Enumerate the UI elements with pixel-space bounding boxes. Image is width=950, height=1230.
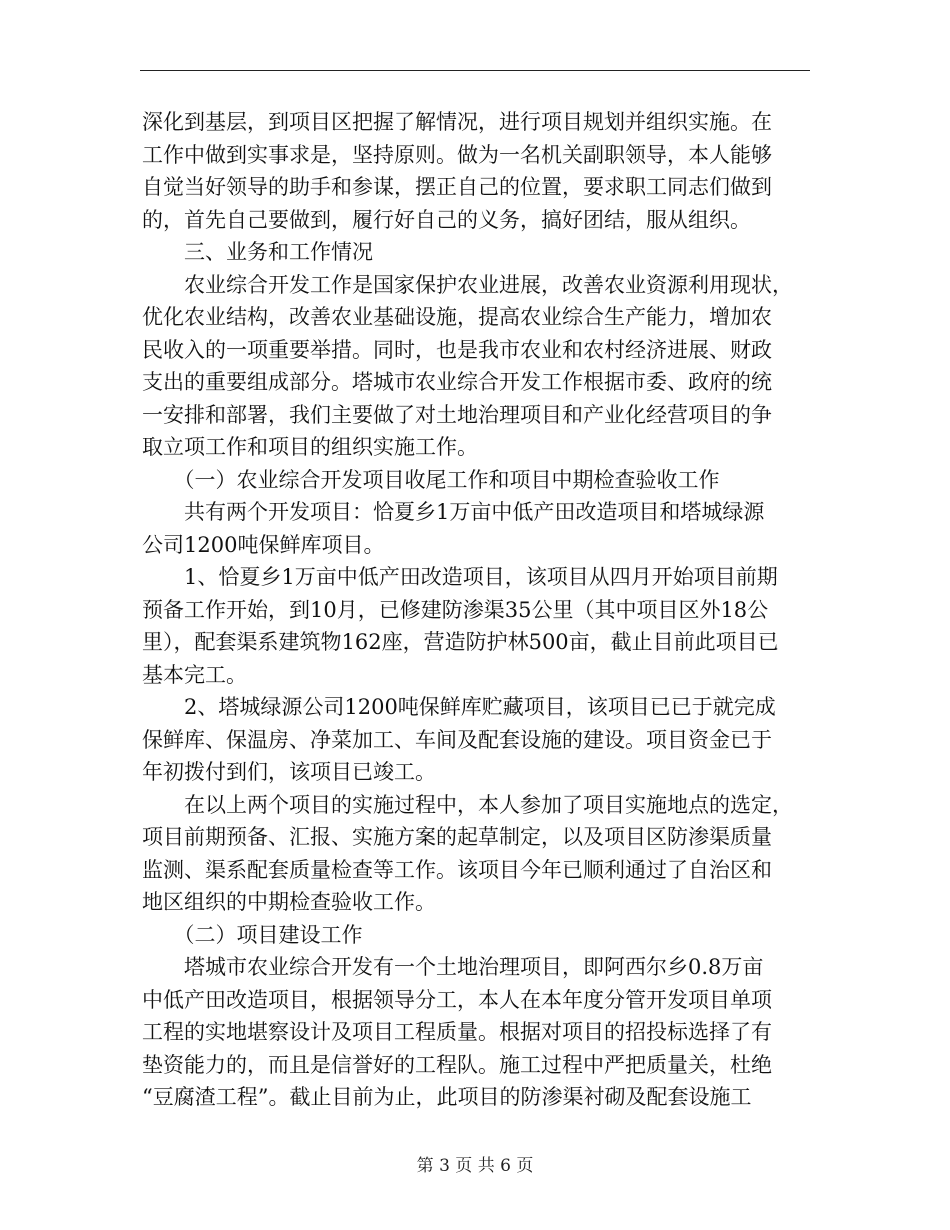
text-line: 公司1200吨保鲜库项目。 [142,532,385,557]
text-line: 共有两个开发项目：恰夏乡1万亩中低产田改造项目和塔城绿源 [142,500,765,524]
text-line: 中低产田改造项目，根据领导分工，本人在本年度分管开发项目单项 [142,987,772,1012]
section-heading: 三、业务和工作情况 [142,240,373,264]
text-line: 1、恰夏乡1万亩中低产田改造项目，该项目从四月开始项目前期 [142,565,778,589]
text-line: 取立项工作和项目的组织实施工作。 [142,435,478,459]
document-body [142,106,810,1114]
text-line: 工程的实地堪察设计及项目工程质量。根据对项目的招投标选择了有 [142,1020,772,1044]
text-line: 地区组织的中期检查验收工作。 [142,890,436,914]
text-line: 农业综合开发工作是国家保护农业进展，改善农业资源利用现状， [142,272,793,297]
subsection-heading: （二）项目建设工作 [142,922,363,947]
text-line: 年初拨付到们，该项目已竣工。 [142,760,436,784]
text-line: 预备工作开始，到10月，已修建防渗渠35公里（其中项目区外18公 [142,597,769,622]
text-line: 2、塔城绿源公司1200吨保鲜库贮藏项目，该项目已已于就完成 [142,695,776,719]
text-line: 深化到基层，到项目区把握了解情况，进行项目规划并组织实施。在 [142,110,772,134]
header-rule [140,70,810,71]
text-line: 支出的重要组成部分。塔城市农业综合开发工作根据市委、政府的统 [142,370,772,394]
text-line: 监测、渠系配套质量检查等工作。该项目今年已顺利通过了自治区和 [142,857,772,882]
page-footer: 第 3 页 共 6 页 [416,1156,534,1176]
text-line: 优化农业结构，改善农业基础设施，提高农业综合生产能力，增加农 [142,305,772,329]
text-line: 垫资能力的，而且是信誉好的工程队。施工过程中严把质量关，杜绝 [142,1052,772,1077]
text-line: 塔城市农业综合开发有一个土地治理项目，即阿西尔乡0.8万亩 [142,955,764,979]
text-line: 基本完工。 [142,662,247,687]
text-line: “豆腐渣工程”。截止目前为止，此项目的防渗渠衬砌及配套设施工 [142,1085,752,1109]
text-line: 自觉当好领导的助手和参谋，摆正自己的位置，要求职工同志们做到 [142,175,772,199]
subsection-heading: （一）农业综合开发项目收尾工作和项目中期检查验收工作 [142,467,720,492]
text-line: 工作中做到实事求是，坚持原则。做为一名机关副职领导，本人能够 [142,142,772,167]
text-line: 保鲜库、保温房、净菜加工、车间及配套设施的建设。项目资金已于 [142,727,772,752]
text-line: 在以上两个项目的实施过程中，本人参加了项目实施地点的选定， [142,792,793,817]
text-line: 里），配套渠系建筑物162座，营造防护林500亩，截止目前此项目已 [142,630,779,654]
text-line: 一安排和部署，我们主要做了对土地治理项目和产业化经营项目的争 [142,402,772,427]
text-line: 项目前期预备、汇报、实施方案的起草制定，以及项目区防渗渠质量 [142,825,772,849]
text-line: 的，首先自己要做到，履行好自己的义务，搞好团结，服从组织。 [142,207,751,232]
text-line: 民收入的一项重要举措。同时，也是我市农业和农村经济进展、财政 [142,337,772,362]
